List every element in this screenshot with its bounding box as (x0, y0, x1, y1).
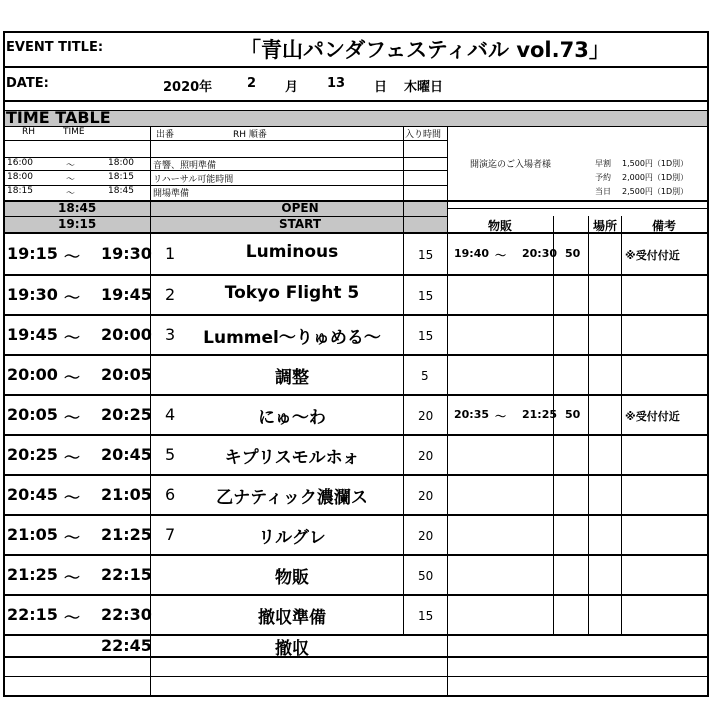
event-title-label: EVENT TITLE: (6, 40, 104, 55)
admission-note: 開演迄のご入場者様 (470, 160, 552, 170)
open-time: 18:45 (58, 201, 97, 215)
col-performer: 出番 (156, 130, 175, 140)
col-rh-order: RH 順番 (233, 130, 267, 140)
date-day: 13 (327, 76, 346, 91)
date-day-unit: 日 (374, 80, 388, 95)
place-header: 場所 (592, 219, 618, 233)
open-label: OPEN (281, 201, 319, 215)
date-year: 2020年 (163, 80, 213, 95)
merch-header: 物販 (487, 219, 513, 233)
notes-header: 備考 (651, 219, 677, 233)
date-weekday: 木曜日 (404, 80, 444, 95)
col-entry-time: 入り時間 (405, 130, 442, 140)
timetable-heading: TIME TABLE (6, 108, 111, 127)
date-month: 2 (247, 76, 257, 91)
date-label: DATE: (6, 76, 49, 91)
event-title: 「青山パンダフェスティバル vol.73」 (240, 38, 610, 62)
start-time: 19:15 (58, 217, 97, 231)
col-time: TIME (63, 127, 85, 137)
start-label: START (278, 217, 322, 231)
date-month-unit: 月 (285, 80, 299, 95)
col-rh: RH (22, 127, 36, 137)
